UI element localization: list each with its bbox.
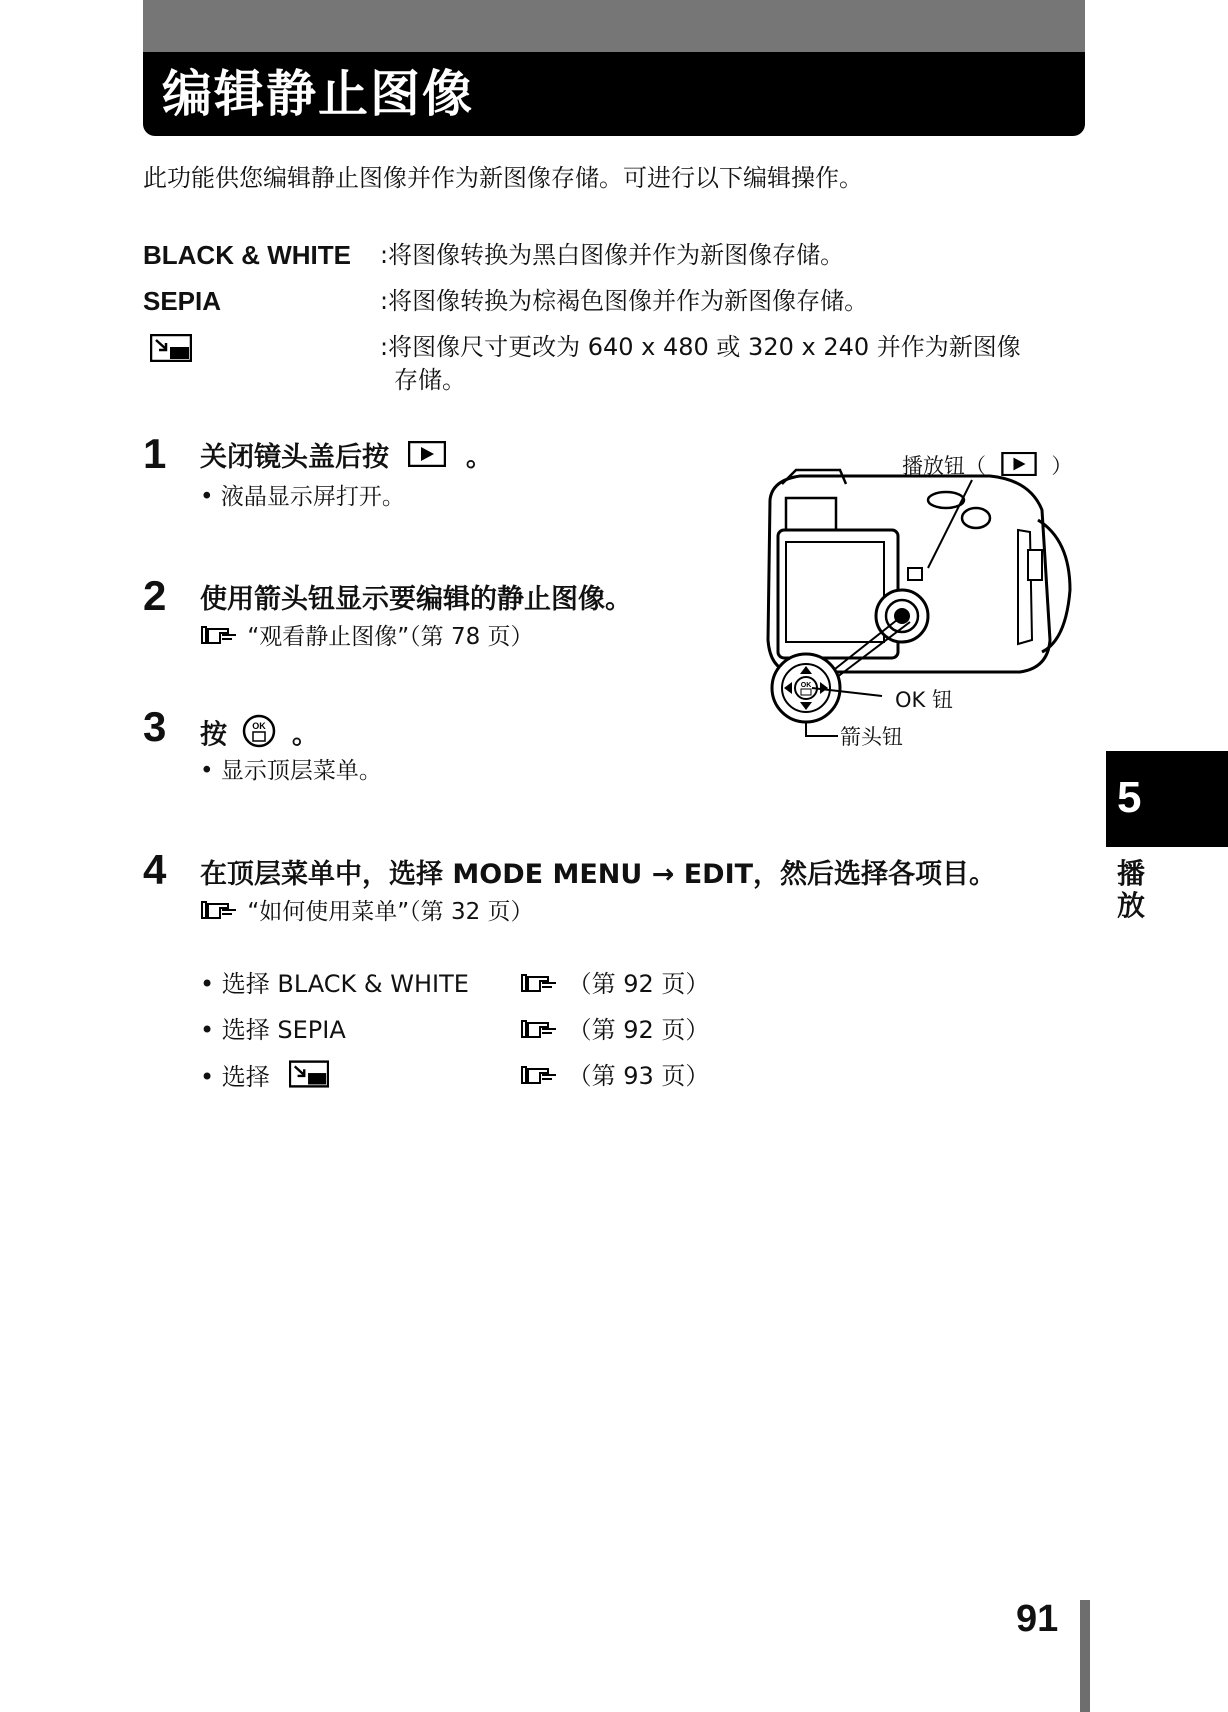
ok-button-icon	[242, 714, 276, 758]
pointing-hand-icon	[520, 969, 560, 1001]
pointing-hand-icon	[200, 623, 240, 653]
step-2-title: 使用箭头钮显示要编辑的静止图像。	[200, 584, 632, 615]
page-number-bar	[1080, 1600, 1090, 1712]
step-2-ref: “观看静止图像”（第 78 页）	[200, 622, 534, 653]
step-2-number: 2	[143, 572, 167, 619]
step-4-title: 在顶层菜单中，选择 MODE MENU → EDIT，然后选择各项目。	[200, 859, 997, 890]
option-resize-desc-line2: 存储。	[394, 366, 466, 394]
step-3-number: 3	[143, 703, 167, 750]
selection-sepia: • 选择 SEPIA	[200, 1016, 346, 1044]
option-bw-label: BLACK & WHITE	[143, 240, 351, 270]
pointing-hand-icon	[520, 1015, 560, 1047]
chapter-number: 5	[1117, 773, 1142, 822]
step-1-title: 关闭镜头盖后按 。	[200, 440, 493, 477]
ok-icon-text: OK	[252, 721, 267, 731]
play-button-icon	[1001, 452, 1037, 482]
diagram-ok-text: OK	[800, 682, 812, 689]
selection-resize: • 选择	[200, 1060, 329, 1096]
step-4-ref: “如何使用菜单”（第 32 页）	[200, 897, 534, 928]
header-grey-bar	[143, 0, 1085, 52]
pointing-hand-icon	[200, 898, 240, 928]
step-1-number: 1	[143, 430, 167, 477]
intro-text: 此功能供您编辑静止图像并作为新图像存储。可进行以下编辑操作。	[143, 164, 863, 192]
step-1-sub: • 液晶显示屏打开。	[200, 484, 405, 510]
page-title: 编辑静止图像	[162, 65, 474, 123]
selection-bw-ref: （第 92 页）	[520, 968, 709, 1001]
step-4-number: 4	[143, 846, 167, 893]
option-sepia-label: SEPIA	[143, 286, 222, 316]
ok-button-callout: OK 钮	[895, 688, 953, 712]
pointing-hand-icon	[520, 1061, 560, 1093]
arrow-pad-callout: 箭头钮	[840, 725, 903, 749]
option-bw-desc: :将图像转换为黑白图像并作为新图像存储。	[380, 241, 845, 269]
page-number: 91	[1016, 1598, 1059, 1640]
selection-sepia-ref: （第 92 页）	[520, 1014, 709, 1047]
step-3-title: 按 OK 。	[200, 714, 319, 758]
selection-bw: • 选择 BLACK & WHITE	[200, 970, 469, 998]
chapter-label: 播放	[1116, 857, 1145, 922]
play-button-icon	[408, 441, 446, 477]
resize-icon	[150, 334, 192, 366]
resize-icon	[289, 1060, 329, 1096]
option-sepia-desc: :将图像转换为棕褐色图像并作为新图像存储。	[380, 287, 869, 315]
option-resize-desc: :将图像尺寸更改为 640 x 480 或 320 x 240 并作为新图像	[380, 333, 1021, 361]
step-3-sub: • 显示顶层菜单。	[200, 758, 382, 784]
play-button-callout: 播放钮（ ）	[902, 452, 1072, 482]
selection-resize-ref: （第 93 页）	[520, 1060, 709, 1093]
